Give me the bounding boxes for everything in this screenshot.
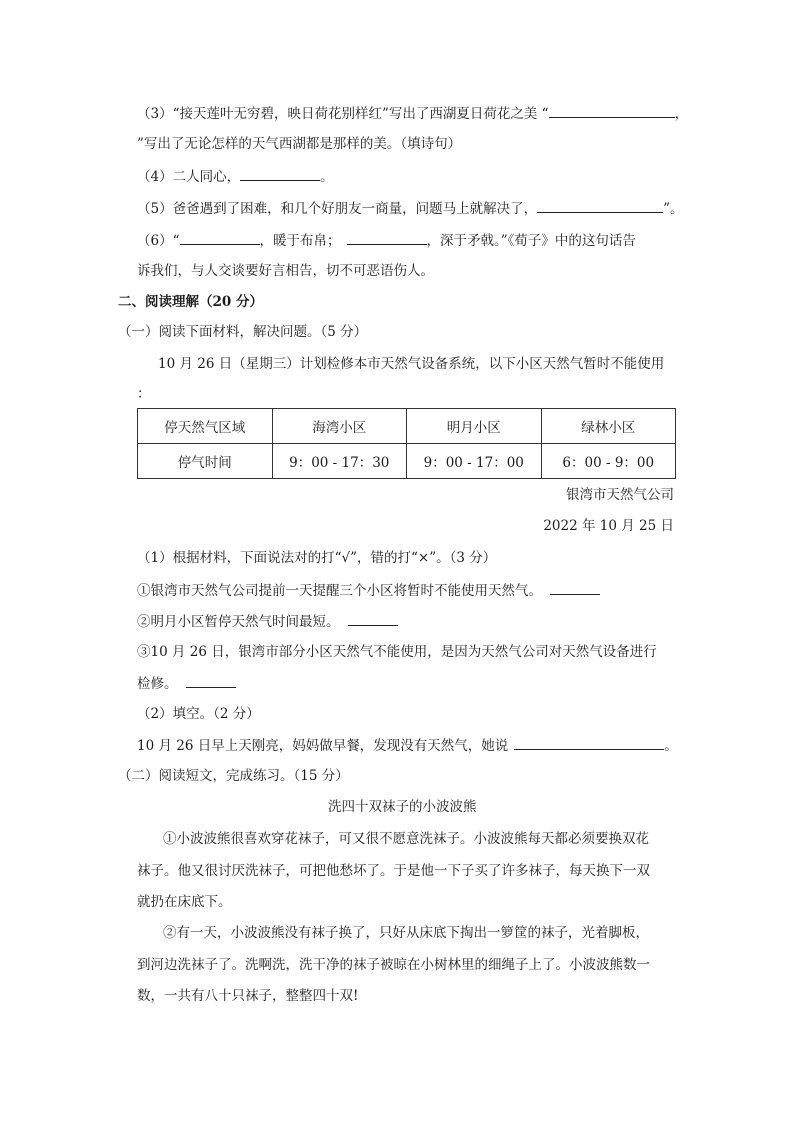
sub-question-2-title: （2）填空。（2 分） [137, 706, 260, 722]
answer-blank[interactable] [180, 230, 260, 245]
fill-in-question [137, 735, 678, 756]
paragraph-2-line2: 到河边洗袜子了。洗啊洗，洗干净的袜子被晾在小树林里的细绳子上了。小波波熊数一 [137, 957, 650, 973]
punctuation: ”。 [663, 201, 684, 217]
section-title: 二、阅读理解（20 分） [118, 294, 263, 310]
table-cell: 9：00 - 17：30 [272, 444, 407, 479]
table-header-cell: 停天然气区域 [138, 409, 273, 444]
question-5-text: （5）爸爸遇到了困难，和几个好朋友一商量，问题马上就解决了， [137, 201, 538, 217]
statement-text: 检修。 [137, 676, 178, 692]
punctuation: 。 [320, 169, 334, 185]
table-header-cell: 绿林小区 [541, 409, 676, 444]
paragraph-1-line2: 袜子。他又很讨厌洗袜子，可把他愁坏了。于是他一下子买了许多袜子，每天换下一双 [137, 863, 650, 879]
question-3-text: （3）“接天莲叶无穷碧，映日荷花别样红”写出了西湖夏日荷花之美 “ [137, 106, 549, 122]
table-cell: 停气时间 [138, 444, 273, 479]
notice-signature: 银湾市天然气公司 [566, 487, 674, 503]
question-3-line2: ”写出了无论怎样的天气西湖都是那样的美。（填诗句） [137, 136, 462, 152]
table-row [138, 444, 676, 479]
question-4-text: （4）二人同心， [137, 169, 241, 185]
question-3-line1 [137, 103, 688, 124]
paragraph-2-line3: 数，一共有八十只袜子，整整四十双! [137, 988, 359, 1004]
statement-3-line1: ③10 月 26 日，银湾市部分小区天然气不能使用，是因为天然气公司对天然气设备进行 [137, 644, 657, 660]
punctuation: ， [674, 106, 689, 122]
notice-line2: ： [137, 386, 151, 402]
answer-blank[interactable] [240, 166, 320, 181]
part1-title: （一）阅读下面材料，解决问题。（5 分） [118, 324, 368, 340]
statement-1 [137, 580, 600, 601]
answer-blank[interactable] [347, 230, 427, 245]
question-6-line1 [137, 230, 636, 251]
sub-question-1-title: （1）根据材料，下面说法对的打“√”，错的打“×”。（3 分） [137, 550, 497, 566]
answer-blank[interactable] [550, 580, 600, 595]
table-header-cell: 海湾小区 [272, 409, 407, 444]
statement-2 [137, 611, 398, 632]
question-6-text: ，深于矛戟。”《荀子》中的这句话告 [426, 233, 636, 249]
question-5 [137, 198, 684, 219]
answer-blank[interactable] [549, 103, 675, 118]
story-title: 洗四十双袜子的小波波熊 [328, 799, 477, 815]
answer-blank[interactable] [348, 611, 398, 626]
statement-text: ①银湾市天然气公司提前一天提醒三个小区将暂时不能使用天然气。 [137, 583, 542, 599]
notice-date: 2022 年 10 月 25 日 [543, 518, 674, 534]
table-header-cell: 明月小区 [407, 409, 542, 444]
fill-in-text: 10 月 26 日早上天刚亮，妈妈做早餐，发现没有天然气，她说 [137, 738, 509, 754]
question-6-text: ，暖于布帛； [259, 233, 341, 249]
answer-blank[interactable] [514, 735, 664, 750]
paragraph-2-line1: ②有一天，小波波熊没有袜子换了，只好从床底下掏出一箩筐的袜子，光着脚板， [163, 925, 649, 941]
punctuation: 。 [664, 738, 678, 754]
gas-outage-table [137, 408, 676, 479]
statement-text: ②明月小区暂停天然气时间最短。 [137, 614, 340, 630]
paragraph-1-line3: 就扔在床底下。 [137, 894, 232, 910]
table-cell: 6：00 - 9：00 [541, 444, 676, 479]
table-row [138, 409, 676, 444]
notice-line1: 10 月 26 日（星期三）计划检修本市天然气设备系统，以下小区天然气暂时不能使用 [158, 356, 665, 372]
table-cell: 9：00 - 17：00 [407, 444, 542, 479]
question-4 [137, 166, 334, 187]
answer-blank[interactable] [186, 673, 236, 688]
statement-3-line2 [137, 673, 236, 694]
question-6-text: （6）“ [137, 233, 180, 249]
answer-blank[interactable] [537, 198, 663, 213]
paragraph-1-line1: ①小波波熊很喜欢穿花袜子，可又很不愿意洗袜子。小波波熊每天都必须要换双花 [163, 831, 649, 847]
question-6-line2: 诉我们，与人交谈要好言相告，切不可恶语伤人。 [137, 263, 434, 279]
part2-title: （二）阅读短文，完成练习。（15 分） [118, 768, 349, 784]
